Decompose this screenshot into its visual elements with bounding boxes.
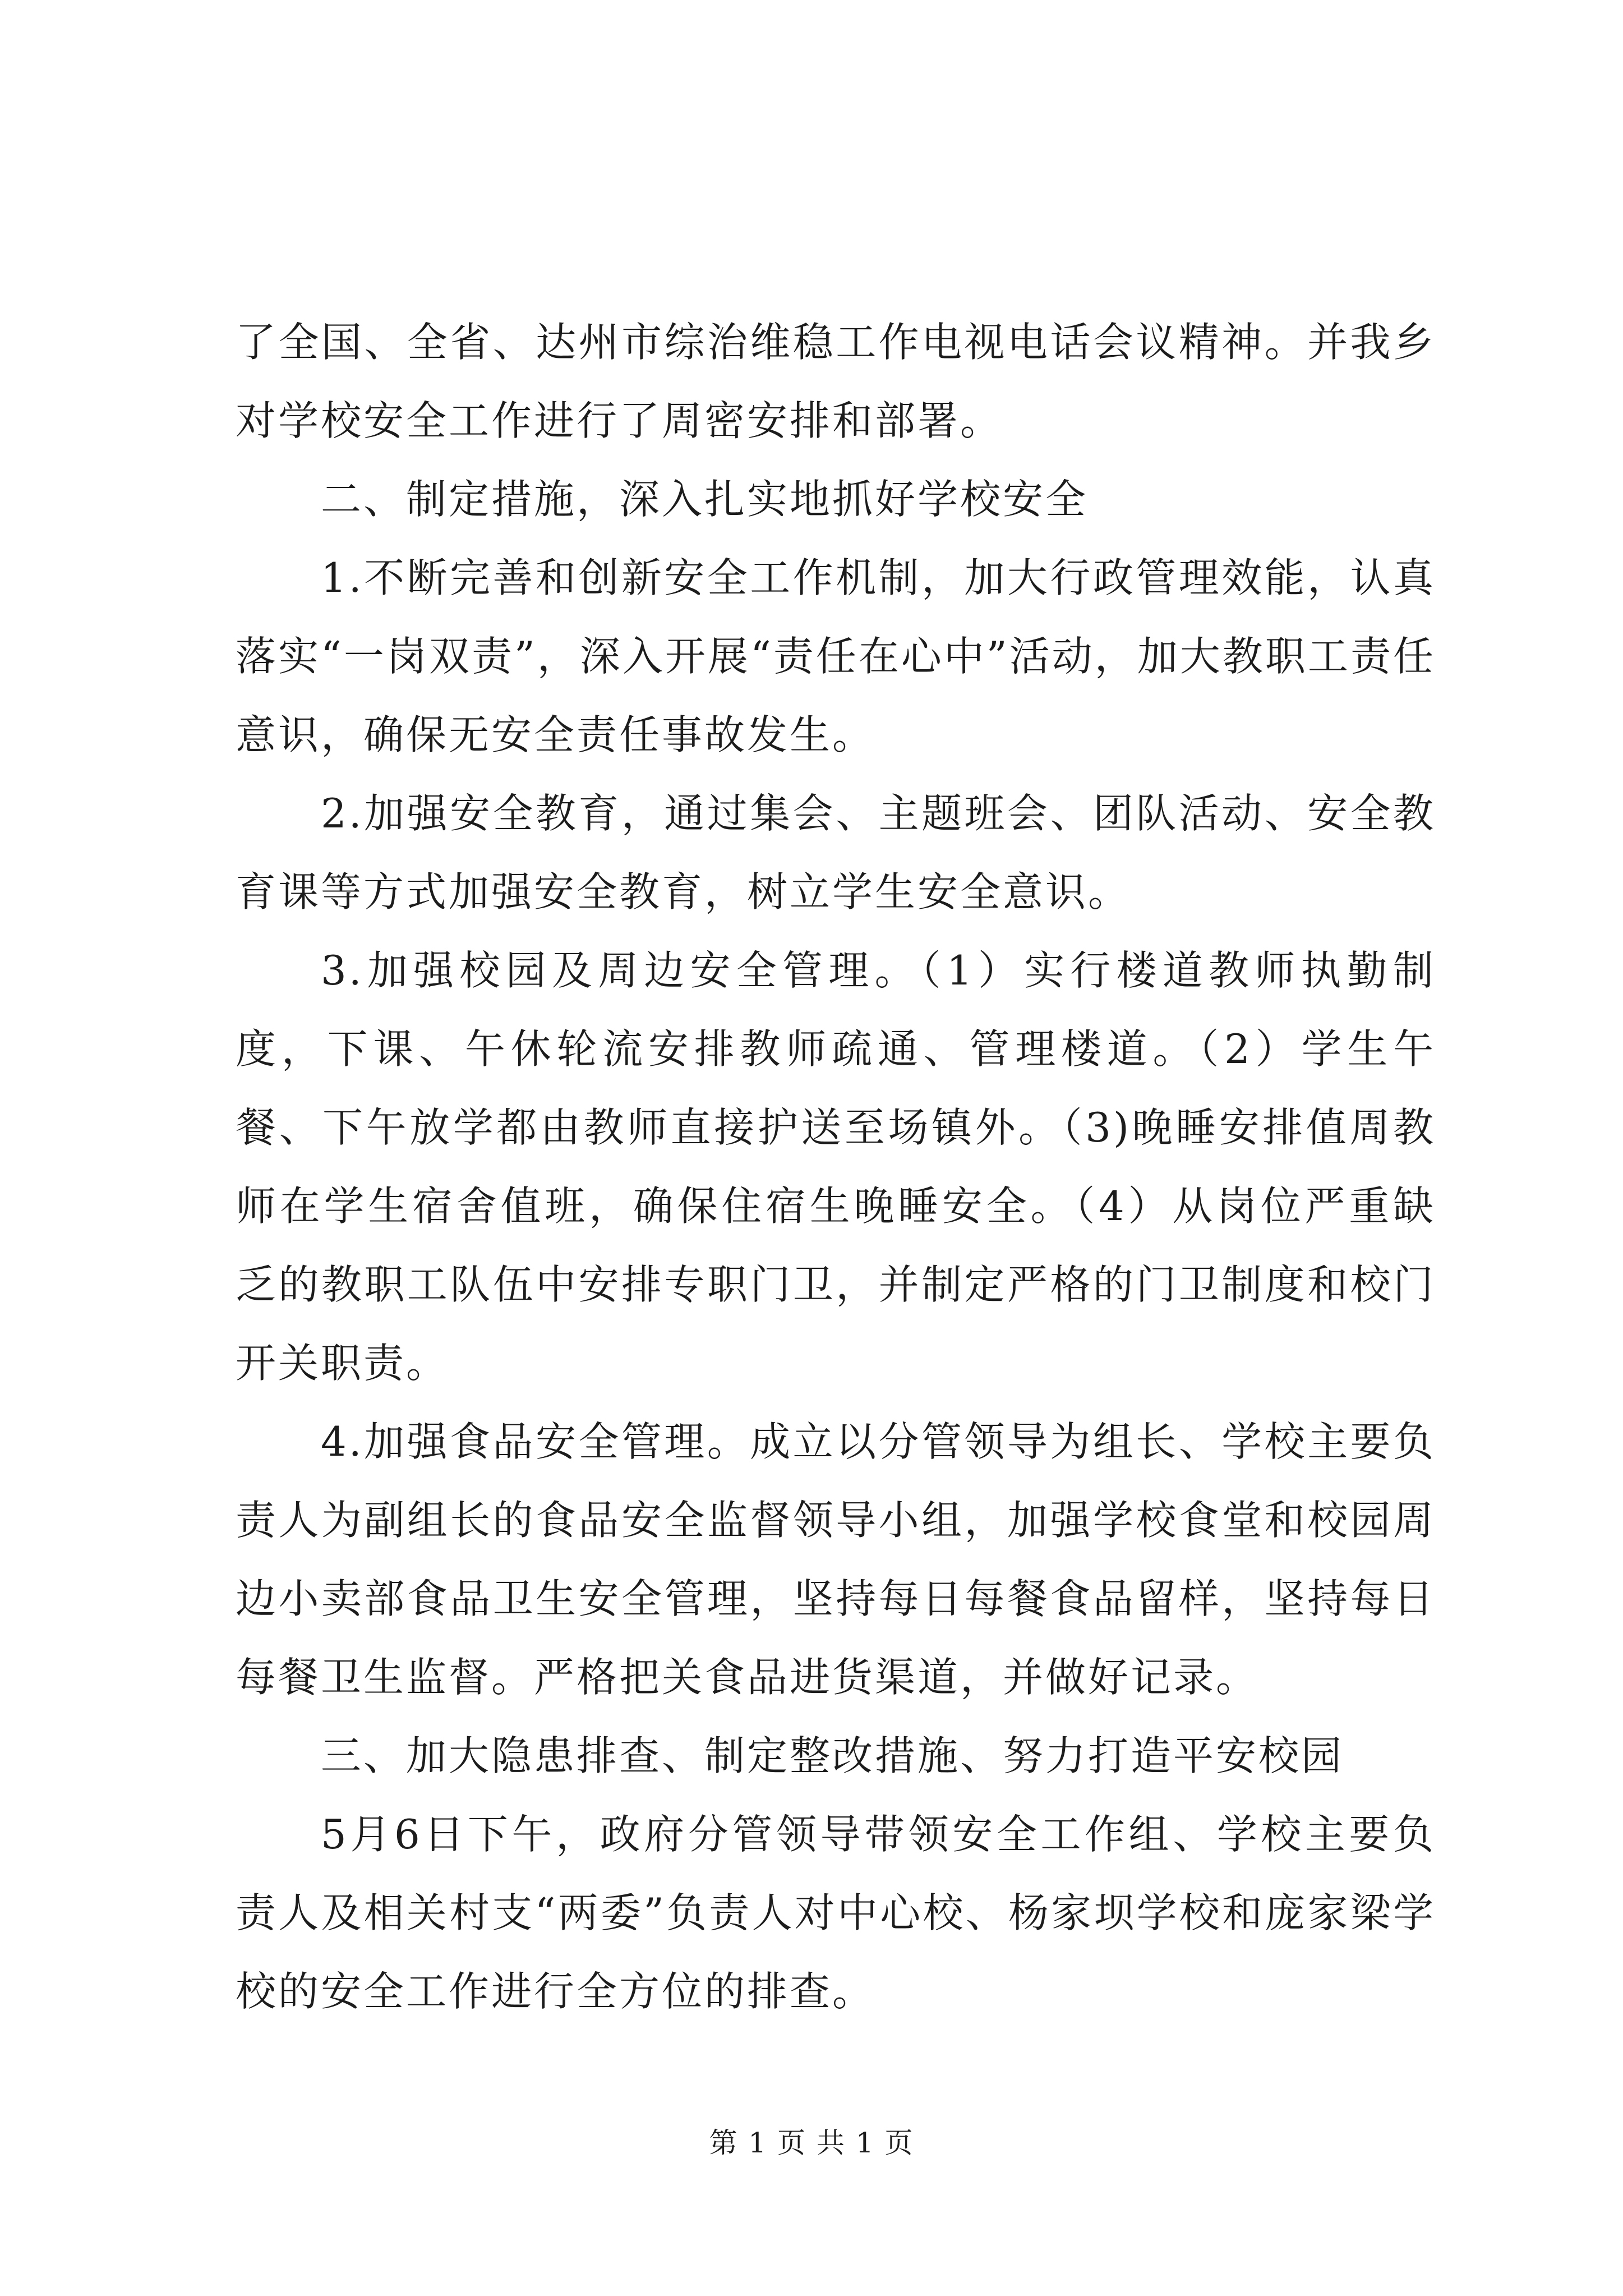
page-number-label: 第 1 页 共 1 页 bbox=[709, 2127, 914, 2159]
document-body bbox=[236, 303, 1436, 2031]
section-heading-2: 二、制定措施，深入扎实地抓好学校安全 bbox=[321, 476, 1089, 523]
section-heading-3: 三、加大隐患排查、制定整改措施、努力打造平安校园 bbox=[321, 1732, 1344, 1779]
paragraph-item-4: 4.加强食品安全管理。成立以分管领导为组长、学校主要负责人为副组长的食品安全监督领导小组，加强学校食堂和校园周边小卖部食品卫生安全管理，坚持每日每餐食品留样，坚持每日每餐卫生监督。严格把关食品进货渠道，并做好记录。 bbox=[236, 1418, 1436, 1701]
page-footer bbox=[0, 2126, 1623, 2160]
paragraph-item-1: 1.不断完善和创新安全工作机制，加大行政管理效能，认真落实“一岗双责”，深入开展“责任在心中”活动，加大教职工责任意识，确保无安全责任事故发生。 bbox=[236, 554, 1436, 758]
paragraph-continuation: 了全国、全省、达州市综治维稳工作电视电话会议精神。并我乡对学校安全工作进行了周密安排和部署。 bbox=[236, 319, 1436, 444]
paragraph-inspection: 5月6日下午，政府分管领导带领安全工作组、学校主要负责人及相关村支“两委”负责人对中心校、杨家坝学校和庞家梁学校的安全工作进行全方位的排查。 bbox=[236, 1811, 1436, 2015]
paragraph-item-3: 3.加强校园及周边安全管理。（1）实行楼道教师执勤制度，下课、午休轮流安排教师疏通、管理楼道。（2）学生午餐、下午放学都由教师直接护送至场镇外。（3)晚睡安排值周教师在学生宿舍值班，确保住宿生晚睡安全。（4）从岗位严重缺乏的教职工队伍中安排专职门卫，并制定严格的门卫制度和校门开关职责。 bbox=[236, 947, 1436, 1387]
paragraph-item-2: 2.加强安全教育，通过集会、主题班会、团队活动、安全教育课等方式加强安全教育，树立学生安全意识。 bbox=[236, 790, 1436, 915]
